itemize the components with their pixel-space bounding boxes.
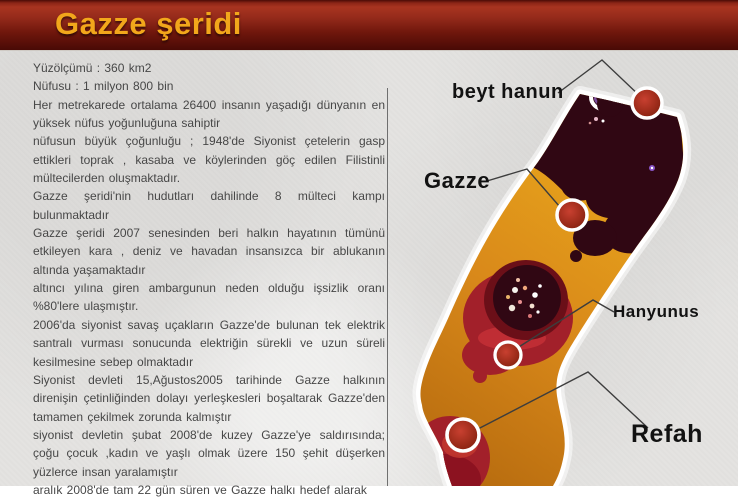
stat-population: Nüfusu : 1 milyon 800 bin — [33, 79, 174, 94]
info-paragraph: Gazze şeridi'nin hudutları dahilinde 8 mülteci kampı bulunmaktadır — [33, 189, 385, 222]
marker-gazze-icon — [557, 200, 587, 230]
info-paragraph: 2006'da siyonist savaş uçakların Gazze'de bulunan tek elektrik santralı vurması sonucunda elektriğin sürekli ve uzun süreli kesilmesine sebep olmaktadır — [33, 317, 385, 369]
marker-beyt-hanun-icon — [632, 88, 662, 118]
info-paragraph: altıncı yılına giren ambargunun neden olduğu işsizlik oranı %80'lere ulaşmıştır. — [33, 281, 385, 314]
info-paragraph: Siyonist devleti 15,Ağustos2005 tarihinde Gazze halkının direnişin çetinliğinden dolayı yerleşkesleri boşaltarak Gazze'den tamamen çekilmek zorunda kalmıştır — [33, 372, 385, 424]
stat-area: Yüzölçümü : 360 km2 — [33, 61, 152, 75]
marker-hanyunus-icon — [495, 342, 521, 368]
map-label-beyt-hanun: beyt hanun — [452, 81, 564, 103]
marker-refah-icon — [447, 419, 479, 451]
page-title: Gazze şeridi — [55, 6, 242, 41]
info-paragraph: nüfusun büyük çoğunluğu ; 1948'de Siyonist çetelerin gasp ettikleri toprak , kasaba ve köylerinden göç edilen Filistinli mültecilerden oluşmaktadır. — [33, 134, 385, 186]
vertical-divider — [387, 88, 388, 486]
page-header — [0, 0, 738, 51]
info-paragraph: aralık 2008'de tam 22 gün süren ve Gazze halkı hedef alarak — [33, 482, 367, 497]
map-label-gazze: Gazze — [424, 168, 491, 193]
info-text-column — [33, 59, 385, 499]
map-label-hanyunus: Hanyunus — [613, 302, 700, 321]
info-paragraph: siyonist devletin şubat 2008'de kuzey Gazze'ye saldırısında; çoğu çocuk ,kadın ve yaşlı olmak üzere 150 şehit düşerken yüzlerce insan yaralamıştır — [33, 427, 385, 479]
info-paragraph: Her metrekarede ortalama 26400 insanın yaşadığı dünyanın en yüksek nüfus yoğunluğuna sahiptir — [33, 97, 385, 131]
info-paragraph: Gazze şeridi 2007 senesinden beri halkın hayatının tümünü etkileyen kara , deniz ve havadan insansızca bir ablukanın altında yaşamaktadır — [33, 226, 385, 277]
map-label-refah: Refah — [631, 420, 703, 448]
